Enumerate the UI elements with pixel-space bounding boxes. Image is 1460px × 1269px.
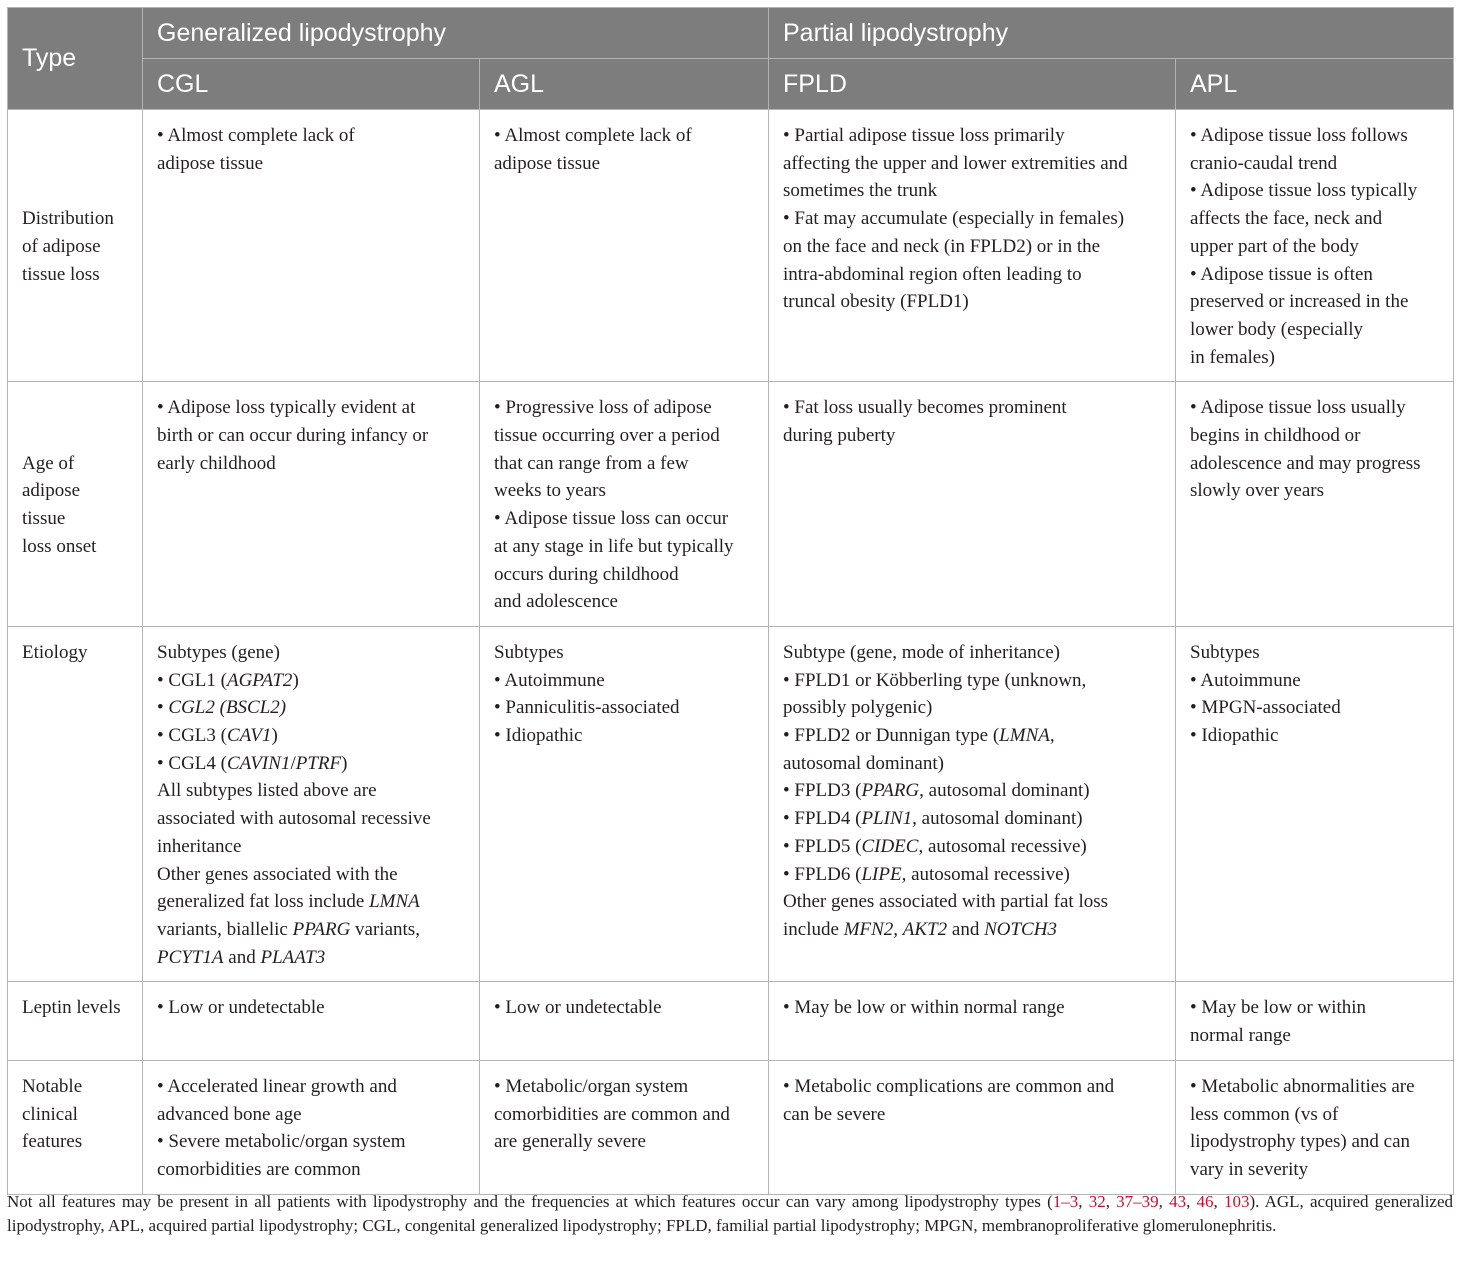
- cell-line: advanced bone age: [157, 1103, 302, 1125]
- cell-line: slowly over years: [1190, 480, 1325, 502]
- cell-line: adipose tissue: [494, 152, 601, 174]
- cell-leptin-cgl: [143, 982, 480, 1060]
- cell-line: cranio-caudal trend: [1190, 152, 1338, 174]
- row-label-distribution: [8, 110, 143, 382]
- cell-heading: Subtypes: [1190, 641, 1260, 663]
- footnote-separator: ,: [1213, 1192, 1224, 1211]
- row-label-onset: [8, 382, 143, 627]
- gene-name: CGL2 (BSCL2): [168, 697, 287, 719]
- cell-line: birth or can occur during infancy or: [157, 425, 429, 447]
- cell-line: in females): [1190, 346, 1275, 368]
- cell-heading: Subtypes: [494, 641, 564, 663]
- cell-line: adolescence and may progress: [1190, 452, 1421, 474]
- cell-line: are generally severe: [494, 1131, 646, 1153]
- row-etiology: [8, 626, 1454, 981]
- label-line: Distribution: [22, 208, 114, 230]
- cell-line: Other genes associated with the: [157, 863, 398, 885]
- cell-line: • Adipose tissue loss can occur: [494, 508, 729, 530]
- label-line: Age of: [22, 452, 75, 474]
- gene-name: LIPE: [861, 863, 902, 885]
- cell-line: • Adipose tissue loss usually: [1190, 397, 1406, 419]
- text-run: ,: [893, 918, 903, 940]
- cell-line: • Idiopathic: [494, 725, 583, 747]
- header-partial-lipodystrophy: Partial lipodystrophy: [769, 8, 1454, 59]
- reference-link[interactable]: 32: [1088, 1192, 1106, 1211]
- cell-line: can be severe: [783, 1103, 886, 1125]
- text-run: , autosomal dominant): [919, 780, 1090, 802]
- cell-line: at any stage in life but typically: [494, 535, 734, 557]
- cell-line: [157, 722, 465, 750]
- reference-link[interactable]: 103: [1223, 1192, 1250, 1211]
- cell-leptin-apl: [1176, 982, 1454, 1060]
- cell-line: • Progressive loss of adipose: [494, 397, 712, 419]
- text-run: and: [223, 946, 261, 968]
- row-clinical-features: [8, 1060, 1454, 1194]
- cell-line: • Autoimmune: [494, 669, 605, 691]
- cell-line: • May be low or within normal range: [783, 997, 1065, 1019]
- cell-line: associated with autosomal recessive: [157, 808, 431, 830]
- gene-name: CIDEC: [861, 835, 919, 857]
- gene-name: CAVIN1: [226, 752, 291, 774]
- row-onset: [8, 382, 1454, 627]
- cell-onset-fpld: [769, 382, 1176, 627]
- text-run: ,: [1049, 725, 1055, 747]
- text-run: • CGL4 (: [157, 752, 227, 774]
- lipodystrophy-table-container: [7, 7, 1453, 1195]
- text-run: and: [947, 918, 985, 940]
- cell-line: preserved or increased in the: [1190, 291, 1409, 313]
- gene-name: NOTCH3: [984, 918, 1057, 940]
- cell-line: [783, 916, 1161, 944]
- text-run: include: [783, 918, 844, 940]
- cell-line: possibly polygenic): [783, 697, 933, 719]
- header-type: Type: [8, 8, 143, 110]
- cell-line: • Low or undetectable: [157, 997, 325, 1019]
- cell-distribution-agl: [480, 110, 769, 382]
- cell-distribution-fpld: [769, 110, 1176, 382]
- cell-line: All subtypes listed above are: [157, 780, 377, 802]
- cell-line: less common (vs of: [1190, 1103, 1339, 1125]
- cell-line: and adolescence: [494, 591, 618, 613]
- cell-line: autosomal dominant): [783, 752, 944, 774]
- cell-line: • Fat may accumulate (especially in females): [783, 208, 1125, 230]
- footnote-separator: ,: [1105, 1192, 1117, 1211]
- cell-line: [783, 722, 1161, 750]
- gene-name: PPARG: [292, 918, 351, 940]
- label-line: tissue loss: [22, 263, 100, 285]
- cell-line: [157, 750, 465, 778]
- text-run: , autosomal recessive): [901, 863, 1070, 885]
- cell-line: • Panniculitis-associated: [494, 697, 680, 719]
- footnote-separator: ,: [1078, 1192, 1089, 1211]
- reference-link[interactable]: 1–3: [1052, 1192, 1079, 1211]
- gene-name: PLIN1: [861, 808, 913, 830]
- cell-line: [157, 667, 465, 695]
- header-fpld: FPLD: [769, 59, 1176, 110]
- cell-line: • Adipose tissue loss follows: [1190, 125, 1408, 146]
- cell-line: [157, 694, 465, 722]
- cell-line: • Metabolic/organ system: [494, 1075, 689, 1097]
- cell-line: truncal obesity (FPLD1): [783, 291, 969, 313]
- cell-clinical-fpld: [769, 1060, 1176, 1194]
- text-run: /: [290, 752, 296, 774]
- text-run: , autosomal recessive): [918, 835, 1087, 857]
- text-run: variants, biallelic: [157, 918, 293, 940]
- text-run: ): [292, 669, 299, 691]
- cell-etiology-cgl: [143, 626, 480, 981]
- cell-heading: Subtypes (gene): [157, 641, 280, 663]
- cell-line: [783, 833, 1161, 861]
- lipodystrophy-comparison-table: [7, 7, 1454, 1195]
- cell-leptin-fpld: [769, 982, 1176, 1060]
- label-line: Notable: [22, 1075, 83, 1097]
- cell-line: [783, 861, 1161, 889]
- text-run: • CGL3 (: [157, 725, 227, 747]
- cell-distribution-cgl: [143, 110, 480, 382]
- cell-line: • Fat loss usually becomes prominent: [783, 397, 1067, 419]
- gene-name: LMNA: [369, 891, 420, 913]
- header-generalized-lipodystrophy: Generalized lipodystrophy: [143, 8, 769, 59]
- cell-line: [157, 944, 465, 972]
- text-run: • FPLD3 (: [783, 780, 862, 802]
- text-run: variants,: [350, 918, 420, 940]
- text-run: • CGL1 (: [157, 669, 227, 691]
- cell-line: • Autoimmune: [1190, 669, 1301, 691]
- text-run: • FPLD5 (: [783, 835, 862, 857]
- cell-line: [783, 805, 1161, 833]
- row-label-etiology: Etiology: [8, 626, 143, 981]
- cell-line: [157, 916, 465, 944]
- cell-line: inheritance: [157, 835, 242, 857]
- cell-line: intra-abdominal region often leading to: [783, 263, 1082, 285]
- cell-line: • Severe metabolic/organ system: [157, 1131, 406, 1153]
- gene-name: CAV1: [226, 725, 272, 747]
- cell-line: upper part of the body: [1190, 235, 1359, 257]
- header-cgl: CGL: [143, 59, 480, 110]
- cell-line: • May be low or within: [1190, 997, 1367, 1019]
- footnote-text: ). AGL, acquired generalized lipodystrophy, APL, acquired partial lipodystrophy; CGL, congenital generalized lipodystrophy; FPLD, familial partial lipodystrophy; MPGN, membranoproliferative glomerulonephritis.: [7, 1192, 1454, 1235]
- gene-name: LMNA: [999, 725, 1050, 747]
- row-leptin: [8, 982, 1454, 1060]
- cell-line: vary in severity: [1190, 1158, 1309, 1180]
- cell-line: • Adipose tissue is often: [1190, 263, 1373, 285]
- gene-name: PLAAT3: [260, 946, 326, 968]
- cell-onset-apl: [1176, 382, 1454, 627]
- cell-line: affects the face, neck and: [1190, 208, 1383, 230]
- cell-line: affecting the upper and lower extremities and: [783, 152, 1128, 174]
- reference-link[interactable]: 46: [1196, 1192, 1214, 1211]
- gene-name: AKT2: [902, 918, 948, 940]
- row-label-leptin: Leptin levels: [8, 982, 143, 1060]
- cell-line: that can range from a few: [494, 452, 689, 474]
- table-footnote: [7, 1190, 1453, 1238]
- header-row-subtypes: [8, 59, 1454, 110]
- cell-line: lipodystrophy types) and can: [1190, 1131, 1411, 1153]
- header-agl: AGL: [480, 59, 769, 110]
- cell-line: Other genes associated with partial fat loss: [783, 891, 1109, 913]
- footnote-separator: ,: [1158, 1192, 1170, 1211]
- cell-onset-cgl: [143, 382, 480, 627]
- text-run: • FPLD4 (: [783, 808, 862, 830]
- gene-name: PPARG: [861, 780, 920, 802]
- label-line: adipose: [22, 480, 81, 502]
- footnote-text: Not all features may be present in all patients with lipodystrophy and the frequencies at which features occur can vary among lipodystrophy types (: [7, 1192, 1053, 1211]
- cell-line: • Partial adipose tissue loss primarily: [783, 125, 1065, 146]
- cell-line: adipose tissue: [157, 152, 264, 174]
- cell-clinical-agl: [480, 1060, 769, 1194]
- text-run: ): [271, 725, 278, 747]
- text-run: , autosomal dominant): [912, 808, 1083, 830]
- label-line: loss onset: [22, 535, 97, 557]
- cell-distribution-apl: [1176, 110, 1454, 382]
- cell-line: normal range: [1190, 1025, 1291, 1047]
- cell-line: tissue occurring over a period: [494, 425, 720, 447]
- cell-line: early childhood: [157, 452, 276, 474]
- cell-line: • Adipose loss typically evident at: [157, 397, 416, 419]
- cell-line: sometimes the trunk: [783, 180, 938, 202]
- row-distribution: [8, 110, 1454, 382]
- cell-line: weeks to years: [494, 480, 606, 502]
- cell-line: occurs during childhood: [494, 563, 679, 585]
- header-row-groups: [8, 8, 1454, 59]
- text-run: • FPLD2 or Dunnigan type (: [783, 725, 1000, 747]
- cell-line: [783, 777, 1161, 805]
- cell-line: on the face and neck (in FPLD2) or in the: [783, 235, 1101, 257]
- cell-line: • Metabolic complications are common and: [783, 1075, 1115, 1097]
- gene-name: MFN2: [843, 918, 894, 940]
- cell-line: • Almost complete lack of: [157, 125, 355, 146]
- label-line: of adipose: [22, 235, 101, 257]
- text-run: •: [157, 697, 169, 719]
- cell-line: comorbidities are common: [157, 1158, 361, 1180]
- cell-line: comorbidities are common and: [494, 1103, 730, 1125]
- cell-line: • MPGN-associated: [1190, 697, 1341, 719]
- text-run: generalized fat loss include: [157, 891, 370, 913]
- cell-line: • Accelerated linear growth and: [157, 1075, 397, 1097]
- cell-line: • Low or undetectable: [494, 997, 662, 1019]
- cell-line: • Idiopathic: [1190, 725, 1279, 747]
- cell-etiology-apl: [1176, 626, 1454, 981]
- cell-line: begins in childhood or: [1190, 425, 1361, 447]
- text-run: • FPLD6 (: [783, 863, 862, 885]
- label-line: tissue: [22, 508, 66, 530]
- cell-etiology-fpld: [769, 626, 1176, 981]
- cell-line: [157, 888, 465, 916]
- row-label-clinical-features: [8, 1060, 143, 1194]
- reference-link[interactable]: 43: [1169, 1192, 1187, 1211]
- cell-line: • Metabolic abnormalities are: [1190, 1075, 1415, 1097]
- gene-name: AGPAT2: [226, 669, 293, 691]
- cell-onset-agl: [480, 382, 769, 627]
- gene-name: PTRF: [295, 752, 342, 774]
- label-line: clinical: [22, 1103, 78, 1125]
- cell-line: • FPLD1 or Köbberling type (unknown,: [783, 669, 1087, 691]
- cell-line: during puberty: [783, 425, 896, 447]
- header-apl: APL: [1176, 59, 1454, 110]
- reference-link[interactable]: 37–39: [1116, 1192, 1159, 1211]
- footnote-separator: ,: [1186, 1192, 1197, 1211]
- text-run: ): [341, 752, 348, 774]
- cell-etiology-agl: [480, 626, 769, 981]
- label-line: features: [22, 1131, 83, 1153]
- gene-name: PCYT1A: [157, 946, 224, 968]
- cell-line: • Adipose tissue loss typically: [1190, 180, 1418, 202]
- cell-leptin-agl: [480, 982, 769, 1060]
- cell-clinical-apl: [1176, 1060, 1454, 1194]
- cell-line: • Almost complete lack of: [494, 125, 692, 146]
- cell-clinical-cgl: [143, 1060, 480, 1194]
- cell-line: lower body (especially: [1190, 318, 1364, 340]
- cell-heading: Subtype (gene, mode of inheritance): [783, 641, 1060, 663]
